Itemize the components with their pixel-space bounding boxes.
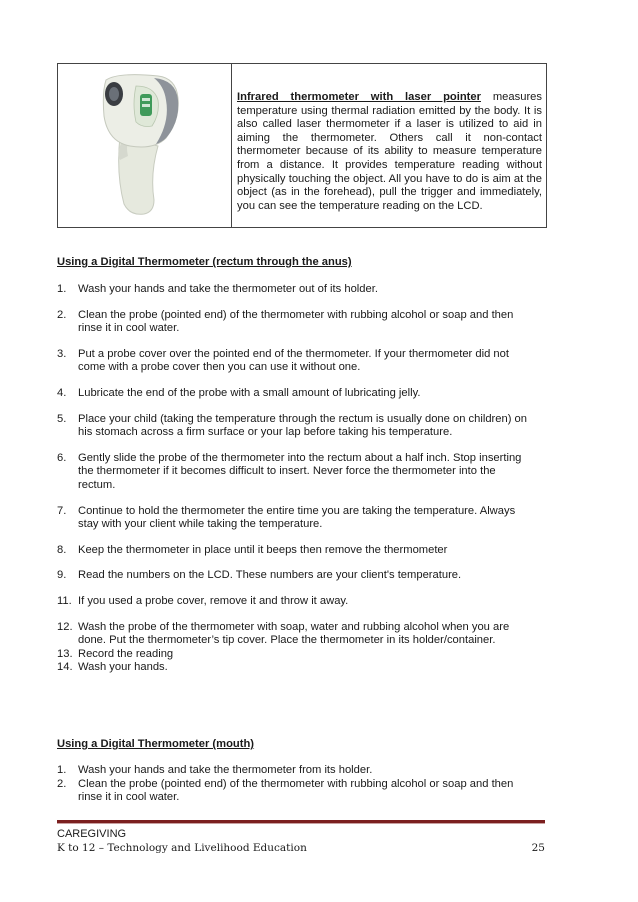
list-item: 2. Clean the probe (pointed end) of the thermometer with rubbing alcohol or soap and then rinse it in cool water. <box>57 308 514 335</box>
list-item: 9. Read the numbers on the LCD. These numbers are your client's temperature. <box>57 569 462 582</box>
info-table <box>57 63 547 228</box>
list-item: 13. Record the reading <box>57 647 174 660</box>
section-heading-rectal: Using a Digital Thermometer (rectum through the anus) <box>57 256 352 268</box>
list-item: 1. Wash your hands and take the thermometer out of its holder. <box>57 283 378 295</box>
footer-title: K to 12 – Technology and Livelihood Education <box>57 842 307 854</box>
list-item: 11. If you used a probe cover, remove it and throw it away. <box>57 594 349 607</box>
list-item: 1. Wash your hands and take the thermometer from its holder. <box>57 764 373 776</box>
list-item: 6. Gently slide the probe of the thermometer into the rectum about a half inch. Stop inserting the thermometer if it becomes difficult to insert. Never force the thermometer into the rectum. <box>57 451 522 491</box>
description-cell <box>232 64 546 227</box>
list-item: 14. Wash your hands. <box>57 661 168 674</box>
list-item: 7. Continue to hold the thermometer the entire time you are taking the temperature. Always stay with your client while taking the temperature. <box>57 504 516 531</box>
footer-course: CAREGIVING <box>57 828 127 840</box>
image-cell <box>58 64 232 227</box>
list-item: 2. Clean the probe (pointed end) of the thermometer with rubbing alcohol or soap and then rinse it in cool water. <box>57 777 514 804</box>
footer-line <box>57 842 545 854</box>
oral-steps-list <box>57 764 527 805</box>
section-heading-oral: Using a Digital Thermometer (mouth) <box>57 738 255 750</box>
rectal-steps-list <box>57 283 527 675</box>
footer-rule <box>57 820 545 824</box>
list-item: 3. Put a probe cover over the pointed end of the thermometer. If your thermometer did not come with a probe cover then you can use it without one. <box>57 347 509 374</box>
term-title: Infrared thermometer with laser pointer <box>237 91 481 103</box>
list-item: 12. Wash the probe of the thermometer with soap, water and rubbing alcohol when you are done. Put the thermometer’s tip cover. Place the thermometer in its holder/container. <box>57 620 510 647</box>
list-item: 4. Lubricate the end of the probe with a small amount of lubricating jelly. <box>57 386 421 399</box>
list-item: 5. Place your child (taking the temperature through the rectum is usually done on children) on his stomach across a firm surface or your lap before taking his temperature. <box>57 412 527 439</box>
list-item: 8. Keep the thermometer in place until it beeps then remove the thermometer <box>57 543 448 556</box>
term-description: measures temperature using thermal radiation emitted by the body. It is also called laser thermometer if a laser is utilized to aid in aiming the thermometer. Others call it non-contact thermometer because of its ability to measure temperature from a distance. It provides temperature reading without physically touching the object. All you have to do is aim at the object (as in the forehead), pull the trigger and immediately, you can see the temperature reading on the LCD. <box>237 91 542 212</box>
page-number: 25 <box>531 842 545 854</box>
infrared-thermometer-image <box>58 64 231 227</box>
